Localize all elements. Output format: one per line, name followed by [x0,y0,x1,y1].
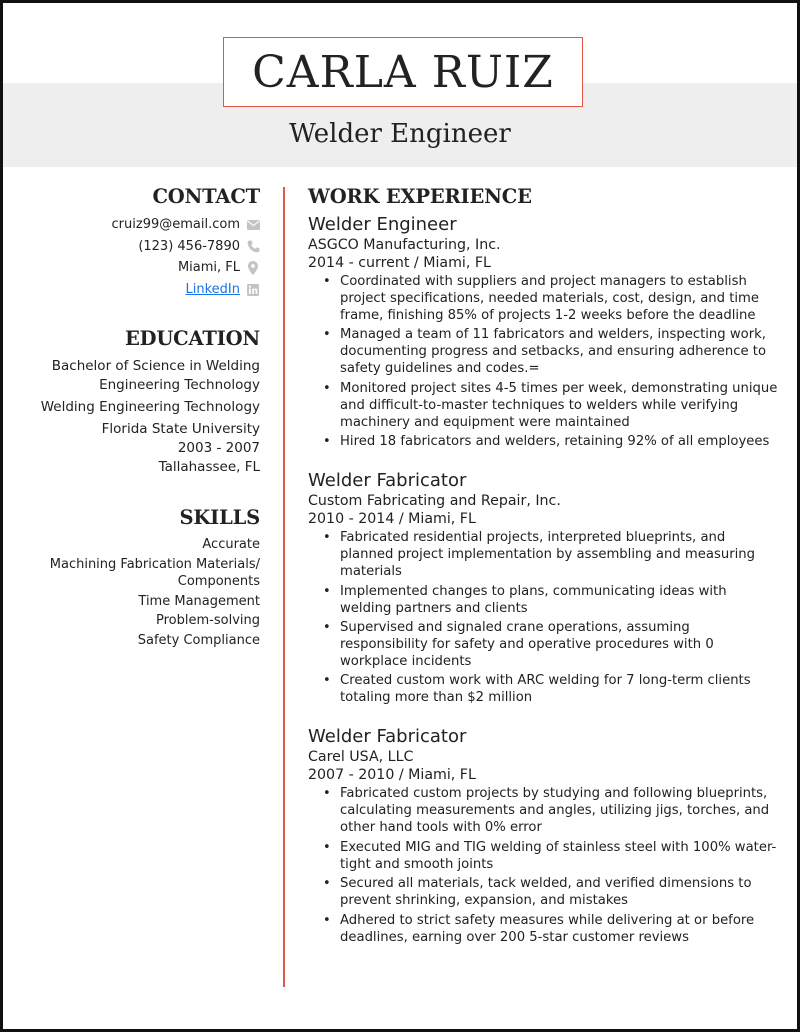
education-details [13,357,260,477]
bullet-item: • Secured all materials, tack welded, and verified dimensions to prevent shrinking, expansion, and mistakes [308,875,778,909]
job-company: ASGCO Manufacturing, Inc. [308,237,501,253]
contact-location [13,257,260,279]
skills-list [13,536,260,649]
skill-item: Safety Compliance [137,633,260,649]
education-section [13,327,260,477]
phone-text: (123) 456-7890 [138,238,240,254]
job-dates: 2014 - current / Miami, FL [308,255,491,271]
right-column [308,185,778,948]
contact-heading: CONTACT [152,185,260,208]
education-years: 2003 - 2007 [177,440,260,457]
bullet-item: • Adhered to strict safety measures while delivering at or before deadlines, earning over 200 5-star customer reviews [308,912,778,946]
job-company: Custom Fabricating and Repair, Inc. [308,493,561,510]
skill-item: Problem-solving [156,613,260,629]
job-dates: 2010 - 2014 / Miami, FL [308,511,476,528]
column-divider [283,187,285,987]
education-location: Tallahassee, FL [158,459,260,476]
skill-item: Accurate [202,537,260,553]
job-dates: 2007 - 2010 / Miami, FL [308,767,476,784]
email-text: cruiz99@email.com [111,217,240,233]
job-bullets [308,785,778,945]
job-entry [308,470,778,706]
job-company: Carel USA, LLC [308,749,414,766]
job-title-header: Welder Engineer [289,119,511,149]
job-entry [308,214,778,450]
degree-line-1: Bachelor of Science in Welding [51,358,260,375]
job-bullets [308,529,778,706]
job-title: Welder Engineer [308,214,457,235]
job-title: Welder Fabricator [308,470,467,492]
degree-line-2: Engineering Technology [99,377,260,394]
left-column [13,185,260,652]
contact-phone [13,236,260,258]
skill-item: Time Management [138,593,260,609]
map-pin-icon [246,261,260,275]
skills-section [13,506,260,649]
skills-heading: SKILLS [179,506,260,530]
linkedin-icon[interactable] [246,283,260,297]
bullet-item: • Implemented changes to plans, communicating ideas with welding partners and clients [308,583,778,617]
bullet-item: • Executed MIG and TIG welding of stainless steel with 100% water-tight and smooth joints [308,839,778,873]
contact-linkedin [13,279,260,301]
phone-icon [246,239,260,253]
linkedin-link[interactable]: LinkedIn [185,282,240,298]
job-title: Welder Fabricator [308,726,467,748]
bullet-item: • Coordinated with suppliers and project managers to establish project specifications, needed materials, cost, design, and time frame, finishing 85% of projects 1-2 weeks before the deadline [308,273,778,324]
bullet-item: • Fabricated residential projects, interpreted blueprints, and planned project implementation by assembling and measuring materials [308,529,778,580]
location-text: Miami, FL [177,260,240,276]
education-field: Welding Engineering Technology [40,399,260,416]
job-bullets [308,273,778,450]
name-box [223,37,583,107]
experience-heading: WORK EXPERIENCE [308,185,532,208]
contact-list [13,214,260,300]
bullet-item: • Hired 18 fabricators and welders, retaining 92% of all employees [308,433,778,450]
bullet-item: • Monitored project sites 4-5 times per week, demonstrating unique and difficult-to-master techniques to welders while verifying machinery and equipment were maintained [308,380,778,431]
bullet-item: • Supervised and signaled crane operations, assuming responsibility for safety and operative procedures with 0 workplace incidents [308,619,778,670]
candidate-name: CARLA RUIZ [252,46,554,98]
education-heading: EDUCATION [124,327,260,351]
bullet-item: • Managed a team of 11 fabricators and welders, inspecting work, documenting progress and setbacks, and ensuring adherence to safety guidelines and codes.= [308,326,778,377]
envelope-icon [246,218,260,232]
education-school: Florida State University [101,421,260,438]
bullet-item: • Created custom work with ARC welding for 7 long-term clients totaling more than $2 million [308,672,778,706]
contact-email [13,214,260,236]
skill-item: Machining Fabrication Materials/ Components [49,557,260,590]
bullet-item: • Fabricated custom projects by studying and following blueprints, calculating measurements and angles, utilizing jigs, torches, and other hand tools with 0% error [308,785,778,836]
job-entry [308,726,778,945]
